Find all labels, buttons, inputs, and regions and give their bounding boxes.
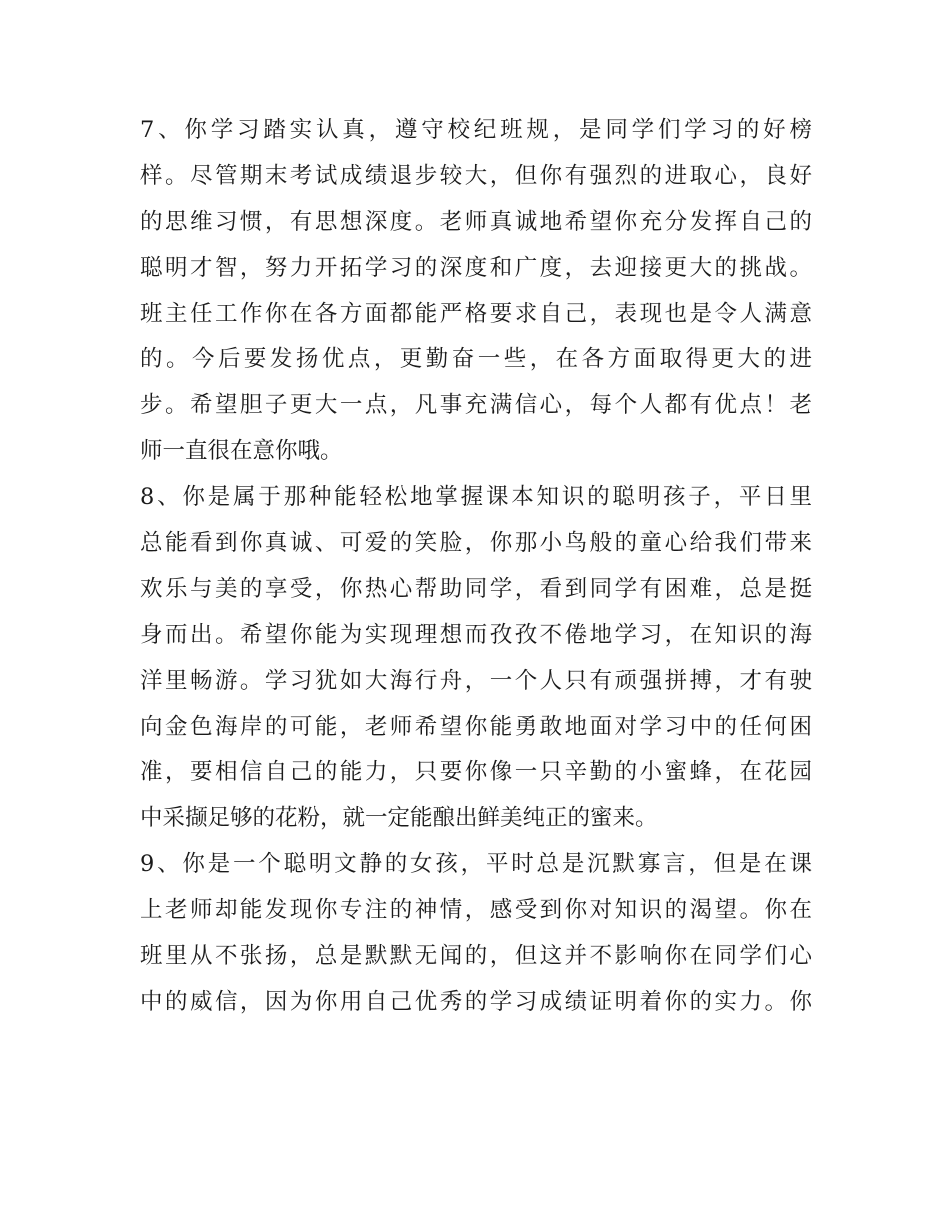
document-body xyxy=(140,108,812,1026)
text-line: 的思维习惯，有思想深度。老师真诚地希望你充分发挥自己的 xyxy=(140,208,812,235)
text-line: 总能看到你真诚、可爱的笑脸，你那小鸟般的童心给我们带来 xyxy=(140,530,812,557)
text-line: 7、你学习踏实认真，遵守校纪班规，是同学们学习的好榜 xyxy=(140,117,812,143)
text-line: 班主任工作你在各方面都能严格要求自己，表现也是令人满意 xyxy=(140,300,812,327)
text-line: 准，要相信自己的能力，只要你像一只辛勤的小蜜蜂，在花园 xyxy=(140,759,812,786)
text-line: 步。希望胆子更大一点，凡事充满信心，每个人都有优点！老 xyxy=(140,392,812,419)
text-line: 上老师却能发现你专注的神情，感受到你对知识的渴望。你在 xyxy=(140,897,812,924)
paragraph-comment-9 xyxy=(140,842,812,1026)
paragraph-comment-7 xyxy=(140,108,812,475)
text-line: 聪明才智，努力开拓学习的深度和广度，去迎接更大的挑战。 xyxy=(140,254,812,281)
text-line: 中的威信，因为你用自己优秀的学习成绩证明着你的实力。你 xyxy=(140,988,812,1015)
text-line: 中采撷足够的花粉，就一定能酿出鲜美纯正的蜜来。 xyxy=(140,805,658,832)
text-line: 样。尽管期末考试成绩退步较大，但你有强烈的进取心，良好 xyxy=(140,162,812,189)
text-line: 洋里畅游。学习犹如大海行舟，一个人只有顽强拼搏，才有驶 xyxy=(140,667,812,694)
text-line: 的。今后要发扬优点，更勤奋一些，在各方面取得更大的进 xyxy=(140,346,812,373)
text-line: 师一直很在意你哦。 xyxy=(140,438,343,465)
text-line: 向金色海岸的可能，老师希望你能勇敢地面对学习中的任何困 xyxy=(140,713,812,740)
text-line: 身而出。希望你能为实现理想而孜孜不倦地学习，在知识的海 xyxy=(140,621,812,648)
text-line: 欢乐与美的享受，你热心帮助同学，看到同学有困难，总是挺 xyxy=(140,575,812,602)
text-line: 班里从不张扬，总是默默无闻的，但这并不影响你在同学们心 xyxy=(140,943,812,970)
text-line: 8、你是属于那种能轻松地掌握课本知识的聪明孩子，平日里 xyxy=(140,484,812,511)
text-line: 9、你是一个聪明文静的女孩，平时总是沉默寡言，但是在课 xyxy=(140,851,812,878)
paragraph-comment-8 xyxy=(140,475,812,842)
